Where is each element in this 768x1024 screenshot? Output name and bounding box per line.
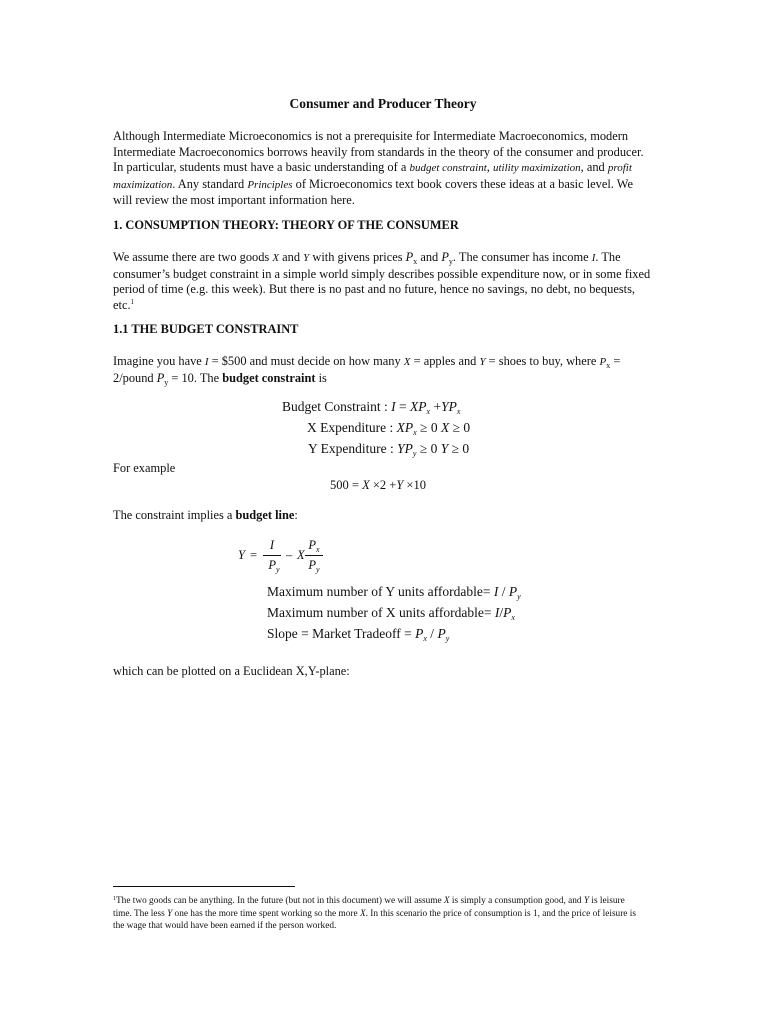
equation-y-expenditure	[308, 441, 469, 459]
max-x-p: P	[503, 605, 512, 620]
p3-py: P	[156, 370, 165, 385]
p3-py-sub: y	[164, 377, 169, 387]
max-x-eq: =	[483, 605, 495, 620]
term-profit-maximization: profit maximization	[113, 162, 632, 191]
term-budget-constraint: budget constraint	[409, 162, 487, 174]
plotted-sentence: which can be plotted on a Euclidean X,Y-plane:	[113, 664, 350, 678]
intro-text-2: . Any standard	[172, 176, 248, 191]
eq1-equals: =	[395, 399, 410, 414]
fn-y: Y	[583, 896, 590, 906]
p2-text-2: and	[279, 250, 304, 264]
p3-text-3: = apples and	[410, 354, 480, 368]
p2-text-6: . The consumer’s budget constraint in a simple world simply describes possible expenditure now, or in some fixed period of time (e.g. this week). But there is no past and no future, hence no savings, no debt, no bequests, etc.	[113, 250, 651, 312]
bl-den2-p: P	[308, 558, 317, 572]
eq2-x: X	[440, 420, 450, 435]
eq4-times2: ×10	[403, 478, 426, 492]
fn-text-1: The two goods can be anything. In the future (but not in this document) we will assume	[116, 896, 444, 906]
eq4-lhs: 500 =	[330, 478, 363, 492]
bl-den2	[305, 558, 323, 575]
p2-x: X	[272, 252, 280, 264]
footnote-1	[113, 895, 638, 932]
eq3-ge: ≥ 0	[416, 441, 441, 456]
p2-py: P	[441, 250, 449, 264]
eq1-i: I	[391, 399, 396, 414]
max-x-slash: /	[499, 605, 504, 620]
p2-text-3: with givens prices	[309, 250, 406, 264]
bl-den1-p: P	[268, 558, 277, 572]
p4-budget-line: budget line	[235, 508, 295, 522]
p2-px-sub: x	[413, 257, 418, 266]
intro-text-3: of Microeconomics text book covers these ideas at a basic level. We will review the most important information here.	[113, 176, 633, 207]
p4-text-2: :	[294, 508, 298, 522]
p2-i: I	[591, 252, 596, 264]
p2-y: Y	[303, 252, 310, 264]
slope-p1: P	[415, 626, 424, 641]
max-y-eq: =	[482, 584, 494, 599]
p2-text-5: . The consumer has income	[452, 250, 592, 264]
max-y-label: Maximum number of Y units affordable	[267, 584, 483, 599]
max-y-slash: /	[498, 584, 509, 599]
equation-x-expenditure	[307, 420, 470, 438]
for-example-label: For example	[113, 461, 176, 475]
fn-text-5: . In this scenario the price of consumption is 1, and the price of leisure is the wage that would have been earned if the person worked.	[113, 909, 636, 931]
p3-x: X	[403, 356, 411, 368]
p3-y: Y	[479, 356, 486, 368]
bl-num2-sub: x	[316, 545, 320, 554]
p3-text-5: = 2/pound	[113, 354, 621, 385]
eq2-label: X Expenditure :	[307, 420, 397, 435]
eq4-times1: ×2 +	[369, 478, 397, 492]
slope-sub1: x	[423, 634, 427, 643]
slope-p2: P	[437, 626, 446, 641]
slope-eq: =	[400, 626, 416, 641]
eq2-ge: ≥ 0	[416, 420, 441, 435]
intro-comma-1: ,	[486, 160, 493, 174]
budget-line-paragraph	[113, 508, 653, 524]
p2-px: P	[405, 250, 414, 264]
intro-paragraph	[113, 129, 653, 209]
p3-text-6: = 10. The	[168, 370, 223, 385]
section-1-1-heading: 1.1 THE BUDGET CONSTRAINT	[113, 322, 299, 336]
max-x-label: Maximum number of X units affordable	[267, 605, 484, 620]
p3-text-2: = $500 and must decide on how many	[208, 354, 404, 368]
fn-x: X	[443, 896, 450, 906]
bl-minus: –	[286, 548, 293, 562]
max-y-sub: y	[517, 592, 521, 601]
p3-budget-constraint: budget constraint	[222, 370, 316, 385]
eq3-ge2: ≥ 0	[448, 441, 470, 456]
p2-py-sub: y	[448, 257, 453, 266]
eq3-yp: YP	[397, 441, 413, 456]
bl-equals: =	[250, 548, 258, 562]
equation-max-y	[267, 584, 521, 602]
eq1-label: Budget Constraint :	[282, 399, 392, 414]
bl-den1	[265, 558, 283, 575]
bl-num2-p: P	[308, 538, 317, 552]
fn-x2: X	[359, 909, 366, 919]
eq1-xp: XP	[410, 399, 427, 414]
eq1-yp-sub: x	[456, 407, 461, 416]
equation-slope	[267, 626, 449, 644]
p3-text-7: is	[315, 370, 327, 385]
section-1-heading: 1. CONSUMPTION THEORY: THEORY OF THE CONSUMER	[113, 218, 459, 232]
p3-text-4: = shoes to buy, where	[485, 354, 600, 368]
p3-px: P	[599, 356, 607, 368]
max-x-i: I	[494, 605, 500, 620]
fn-text-3: is leisure time. The less	[113, 896, 625, 919]
page-title: Consumer and Producer Theory	[289, 96, 477, 111]
slope-label: Slope = Market Tradeoff	[267, 626, 401, 641]
bl-fracline-2	[305, 555, 323, 556]
slope-sub2: y	[445, 634, 450, 643]
max-x-sub: x	[511, 613, 515, 622]
equation-budget-constraint	[282, 399, 460, 417]
eq1-plus: +	[430, 399, 442, 414]
p3-i: I	[204, 356, 209, 368]
eq1-xp-sub: x	[426, 407, 431, 416]
bl-y: Y	[238, 548, 245, 562]
max-y-p: P	[508, 584, 518, 599]
budget-paragraph	[113, 354, 653, 387]
bl-num2	[305, 538, 323, 555]
p2-text-4: and	[417, 250, 442, 264]
bl-fracline-1	[263, 555, 281, 556]
footnote-number: 1	[113, 896, 116, 902]
bl-den1-sub: y	[276, 565, 280, 574]
footnote-separator	[113, 886, 295, 887]
fn-text-2: is simply a consumption good, and	[449, 896, 584, 906]
eq4-x: X	[362, 478, 370, 492]
footnote-ref-1[interactable]: 1	[130, 297, 135, 306]
term-utility-maximization: utility maximization	[492, 162, 581, 174]
bl-den2-sub: y	[316, 565, 320, 574]
intro-text-1: Although Intermediate Microeconomics is not a prerequisite for Intermediate Macroeconomics, modern Intermediate Macroeconomics borrows heavily from standards in the theory of the consumer and producer. In particular, students must have a basic understanding of a	[113, 129, 644, 174]
p3-text-1: Imagine you have	[113, 354, 205, 368]
eq2-xp-sub: x	[413, 428, 417, 437]
bl-x: X	[297, 548, 305, 562]
eq4-y: Y	[396, 478, 404, 492]
fn-y2: Y	[167, 909, 173, 919]
equation-max-x	[267, 605, 515, 623]
eq1-yp: YP	[441, 399, 457, 414]
consumer-paragraph	[113, 250, 653, 315]
eq2-ge2: ≥ 0	[449, 420, 471, 435]
term-principles: Principles	[247, 178, 293, 191]
bl-num1: I	[269, 538, 275, 552]
p4-text-1: The constraint implies a	[113, 508, 236, 522]
intro-comma-2: , and	[580, 160, 608, 174]
max-y-i: I	[493, 584, 499, 599]
eq3-yp-sub: y	[412, 449, 417, 458]
fn-text-4: one has the more time spent working so the more	[172, 909, 360, 919]
p3-px-sub: x	[606, 361, 611, 370]
slope-slash: /	[426, 626, 438, 641]
eq3-y: Y	[440, 441, 449, 456]
eq2-xp: XP	[396, 420, 414, 435]
p2-text-1: We assume there are two goods	[113, 250, 273, 264]
eq3-label: Y Expenditure :	[308, 441, 398, 456]
equation-example	[330, 478, 426, 494]
